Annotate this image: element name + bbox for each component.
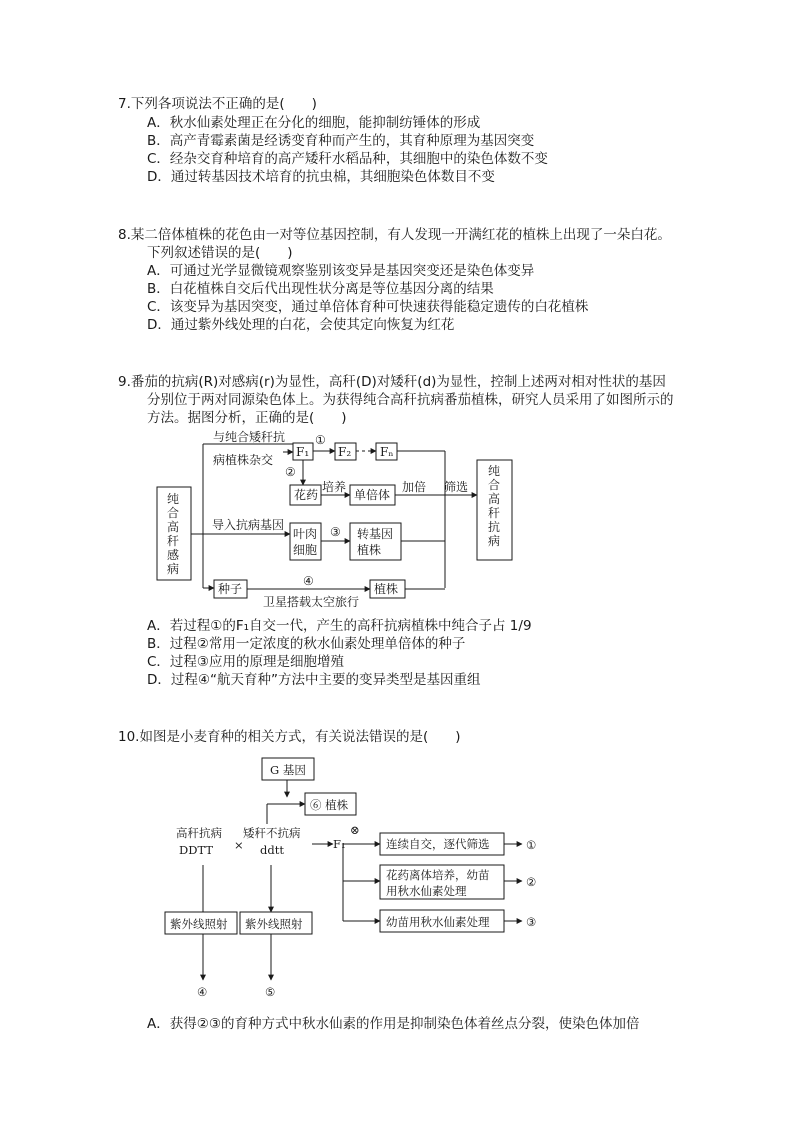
mesophyll-label-1: 叶肉 xyxy=(293,527,318,541)
q10-stem: 10.如图是小麦育种的相关方式，有关说法错误的是( ) xyxy=(118,729,461,745)
plant-label: 植株 xyxy=(374,582,399,596)
f1-label: F₁ xyxy=(333,837,346,851)
start-box-char-4: 秆 xyxy=(167,534,180,548)
cross-label-2: 病植株杂交 xyxy=(213,453,274,467)
route-2-box-line2: 用秋水仙素处理 xyxy=(386,884,467,898)
parent2-phenotype: 矮秆不抗病 xyxy=(243,826,301,840)
q8-stem-line2: 下列叙述错误的是( ) xyxy=(147,245,293,261)
q7-option-b: B．高产青霉素菌是经诱变育种而产生的，其育种原理为基因突变 xyxy=(147,133,535,149)
target-box-char-6: 病 xyxy=(488,534,501,548)
cross-label-1: 与纯合矮秆抗 xyxy=(213,430,286,444)
q9-option-c: C．过程③应用的原理是细胞增殖 xyxy=(147,654,345,670)
import-gene-label: 导入抗病基因 xyxy=(212,518,285,532)
target-box-char-3: 高 xyxy=(488,492,501,506)
outcome-5: ⑤ xyxy=(265,985,276,999)
mesophyll-label-2: 细胞 xyxy=(293,543,318,557)
q9-stem-line3: 方法。据图分析，正确的是( ) xyxy=(147,410,347,426)
target-box-char-5: 抗 xyxy=(488,520,501,534)
f1-label: F₁ xyxy=(296,445,310,459)
transgenic-label-2: 植株 xyxy=(357,543,382,557)
g-gene-box: G 基因 xyxy=(270,763,306,777)
q9-option-d: D．过程④“航天育种”方法中主要的变异类型是基因重组 xyxy=(147,672,481,688)
satellite-label: 卫星搭载太空旅行 xyxy=(263,595,360,609)
q8-option-a: A．可通过光学显微镜观察鉴别该变异是基因突变还是染色体变异 xyxy=(147,263,535,279)
parent1-phenotype: 高秆抗病 xyxy=(176,826,222,840)
q9-stem-line1: 9.番茄的抗病(R)对感病(r)为显性，高秆(D)对矮秆(d)为显性，控制上述两对相对性状的基因 xyxy=(118,374,666,390)
q8-option-c: C．该变异为基因突变，通过单倍体育种可快速获得能稳定遗传的白花植株 xyxy=(147,299,589,315)
target-box-char-1: 纯 xyxy=(488,464,501,478)
target-box-char-2: 合 xyxy=(488,478,501,492)
q7-option-d: D．通过转基因技术培育的抗虫棉，其细胞染色体数目不变 xyxy=(147,169,495,185)
outcome-4: ④ xyxy=(197,985,208,999)
fn-label: Fₙ xyxy=(380,445,394,459)
cross-symbol: × xyxy=(234,838,244,852)
route-3-box: 幼苗用秋水仙素处理 xyxy=(386,915,490,929)
process-1-marker: ① xyxy=(315,433,326,447)
f2-label: F₂ xyxy=(338,445,352,459)
selfing-symbol: ⊗ xyxy=(350,823,360,837)
q7-stem: 7.下列各项说法不正确的是( ) xyxy=(118,96,317,112)
route-2-box-line1: 花药离体培养，幼苗 xyxy=(386,868,490,882)
q9-breeding-diagram xyxy=(0,430,794,610)
anther-label: 花药 xyxy=(294,488,319,502)
target-box-char-4: 秆 xyxy=(488,506,501,520)
transgenic-label-1: 转基因 xyxy=(357,527,394,541)
seed-label: 种子 xyxy=(218,582,243,596)
start-box-char-3: 高 xyxy=(167,520,180,534)
route-1-box: 连续自交，逐代筛选 xyxy=(386,837,490,851)
screen-label: 筛选 xyxy=(444,480,469,494)
q7-option-a: A．秋水仙素处理正在分化的细胞，能抑制纺锤体的形成 xyxy=(147,115,481,131)
outcome-2: ② xyxy=(526,875,537,889)
start-box-char-5: 感 xyxy=(167,548,180,562)
q8-option-b: B．白花植株自交后代出现性状分离是等位基因分离的结果 xyxy=(147,281,494,297)
plant-6-box: ⑥ 植株 xyxy=(310,798,349,812)
start-box-char-1: 纯 xyxy=(167,492,180,506)
start-box-char-6: 病 xyxy=(167,562,180,576)
q9-option-b: B．过程②常用一定浓度的秋水仙素处理单倍体的种子 xyxy=(147,636,466,652)
haploid-label: 单倍体 xyxy=(354,488,391,502)
process-4-marker: ④ xyxy=(303,574,314,588)
q9-stem-line2: 分别位于两对同源染色体上。为获得纯合高秆抗病番茄植株，研究人员采用了如图所示的 xyxy=(147,392,674,408)
double-label: 加倍 xyxy=(402,480,427,494)
q8-option-d: D．通过紫外线处理的白花，会使其定向恢复为红花 xyxy=(147,317,455,333)
process-3-marker: ③ xyxy=(330,525,341,539)
q10-wheat-breeding-diagram xyxy=(0,752,794,1002)
outcome-1: ① xyxy=(526,838,537,852)
q8-stem-line1: 8.某二倍体植株的花色由一对等位基因控制，有人发现一开满红花的植株上出现了一朵白花。 xyxy=(118,227,671,243)
culture-label: 培养 xyxy=(322,480,347,494)
uv-box-1: 紫外线照射 xyxy=(170,917,228,931)
process-2-marker: ② xyxy=(285,465,296,479)
q7-option-c: C．经杂交育种培育的高产矮秆水稻品种，其细胞中的染色体数不变 xyxy=(147,151,548,167)
parent2-genotype: ddtt xyxy=(260,843,284,857)
q10-option-a: A．获得②③的育种方式中秋水仙素的作用是抑制染色体着丝点分裂，使染色体加倍 xyxy=(147,1016,640,1032)
q9-option-a: A．若过程①的F₁自交一代，产生的高秆抗病植株中纯合子占 1/9 xyxy=(147,618,532,634)
start-box-char-2: 合 xyxy=(167,506,180,520)
outcome-3: ③ xyxy=(526,915,537,929)
uv-box-2: 紫外线照射 xyxy=(245,917,303,931)
parent1-genotype: DDTT xyxy=(179,843,213,857)
